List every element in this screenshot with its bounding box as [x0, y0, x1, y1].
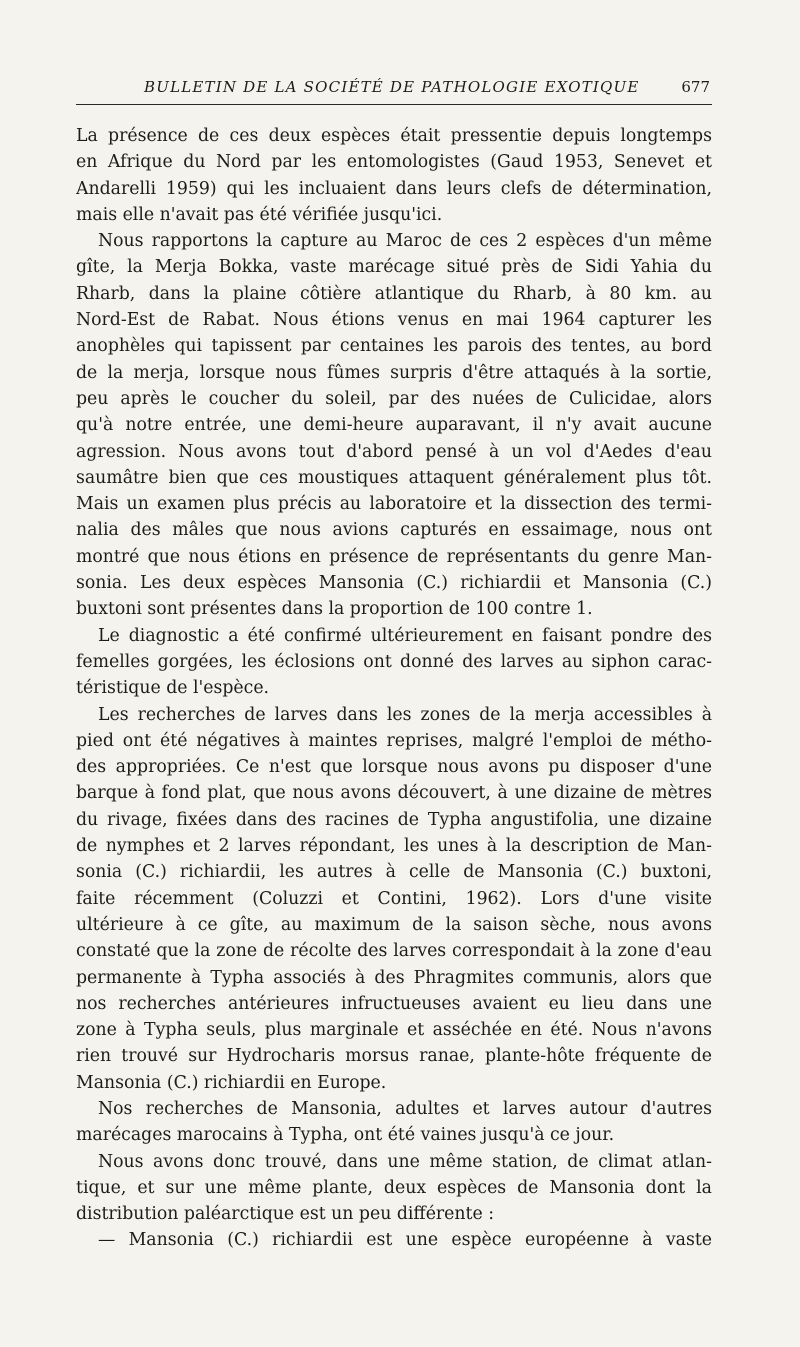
article-body	[76, 123, 712, 1254]
text-line: Nous avons donc trouvé, dans une même station, de climat atlan-	[98, 1151, 712, 1172]
text-line: distribution paléarctique est un peu différente :	[76, 1204, 495, 1225]
header-rule	[76, 104, 712, 105]
text-line: du rivage, fixées dans des racines de Typha angustifolia, une dizaine	[76, 809, 712, 830]
text-line: Nous rapportons la capture au Maroc de ces 2 espèces d'un même	[98, 231, 712, 252]
text-line: Nord-Est de Rabat. Nous étions venus en mai 1964 capturer les	[76, 310, 712, 331]
running-header	[76, 74, 712, 104]
text-line: constaté que la zone de récolte des larves correspondait à la zone d'eau	[76, 941, 712, 962]
text-line: permanente à Typha associés à des Phragmites communis, alors que	[76, 967, 712, 988]
text-line: rien trouvé sur Hydrocharis morsus ranae, plante-hôte fréquente de	[76, 1046, 712, 1067]
text-line: Mansonia (C.) richiardii en Europe.	[76, 1072, 387, 1093]
text-line: Nos recherches de Mansonia, adultes et larves autour d'autres	[98, 1098, 712, 1119]
text-line: sonia. Les deux espèces Mansonia (C.) richiardii et Mansonia (C.)	[76, 573, 712, 594]
text-line: montré que nous étions en présence de représentants du genre Man-	[76, 546, 712, 567]
text-line: tique, et sur une même plante, deux espèces de Mansonia dont la	[76, 1177, 712, 1198]
text-line: zone à Typha seuls, plus marginale et asséchée en été. Nous n'avons	[76, 1020, 712, 1041]
text-line: anophèles qui tapissent par centaines les parois des tentes, au bord	[76, 336, 712, 357]
text-line: mais elle n'avait pas été vérifiée jusqu'ici.	[76, 204, 443, 225]
text-line: agression. Nous avons tout d'abord pensé à un vol d'Aedes d'eau	[76, 441, 712, 462]
text-line: Andarelli 1959) qui les incluaient dans leurs clefs de détermination,	[76, 178, 712, 199]
text-line: saumâtre bien que ces moustiques attaquent généralement plus tôt.	[76, 467, 712, 488]
text-line: Rharb, dans la plaine côtière atlantique du Rharb, à 80 km. au	[76, 283, 712, 304]
text-line: Mais un examen plus précis au laboratoire et la dissection des termi-	[76, 494, 712, 515]
text-line: nos recherches antérieures infructueuses avaient eu lieu dans une	[76, 993, 712, 1014]
page-number: 677	[681, 78, 710, 96]
text-line: qu'à notre entrée, une demi-heure auparavant, il n'y avait aucune	[76, 415, 712, 436]
text-line: de la merja, lorsque nous fûmes surpris d'être attaqués à la sortie,	[76, 362, 712, 383]
text-line: en Afrique du Nord par les entomologistes (Gaud 1953, Senevet et	[76, 152, 712, 173]
text-line: peu après le coucher du soleil, par des nuées de Culicidae, alors	[76, 388, 712, 409]
text-line: des appropriées. Ce n'est que lorsque nous avons pu disposer d'une	[76, 757, 712, 778]
text-line: Le diagnostic a été confirmé ultérieurement en faisant pondre des	[98, 625, 712, 646]
text-line: marécages marocains à Typha, ont été vaines jusqu'à ce jour.	[76, 1125, 615, 1146]
running-title: BULLETIN DE LA SOCIÉTÉ DE PATHOLOGIE EXOTIQUE	[144, 78, 640, 96]
text-line: téristique de l'espèce.	[76, 678, 270, 699]
text-line: nalia des mâles que nous avions capturés en essaimage, nous ont	[76, 520, 712, 541]
text-line: femelles gorgées, les éclosions ont donné des larves au siphon carac-	[76, 651, 712, 672]
text-line: gîte, la Merja Bokka, vaste marécage situé près de Sidi Yahia du	[76, 257, 712, 278]
text-line: barque à fond plat, que nous avons découvert, à une dizaine de mètres	[76, 783, 712, 804]
text-line: La présence de ces deux espèces était pressentie depuis longtemps	[76, 126, 712, 146]
text-line: sonia (C.) richiardii, les autres à celle de Mansonia (C.) buxtoni,	[76, 862, 712, 883]
text-line: — Mansonia (C.) richiardii est une espèce européenne à vaste	[98, 1230, 712, 1251]
text-line: pied ont été négatives à maintes reprises, malgré l'emploi de métho-	[76, 730, 712, 751]
text-line: ultérieure à ce gîte, au maximum de la saison sèche, nous avons	[76, 914, 712, 935]
text-line: de nymphes et 2 larves répondant, les unes à la description de Man-	[76, 836, 712, 857]
text-line: faite récemment (Coluzzi et Contini, 1962). Lors d'une visite	[76, 888, 712, 909]
text-line: buxtoni sont présentes dans la proportion de 100 contre 1.	[76, 599, 593, 620]
text-line: Les recherches de larves dans les zones de la merja accessibles à	[98, 704, 712, 725]
